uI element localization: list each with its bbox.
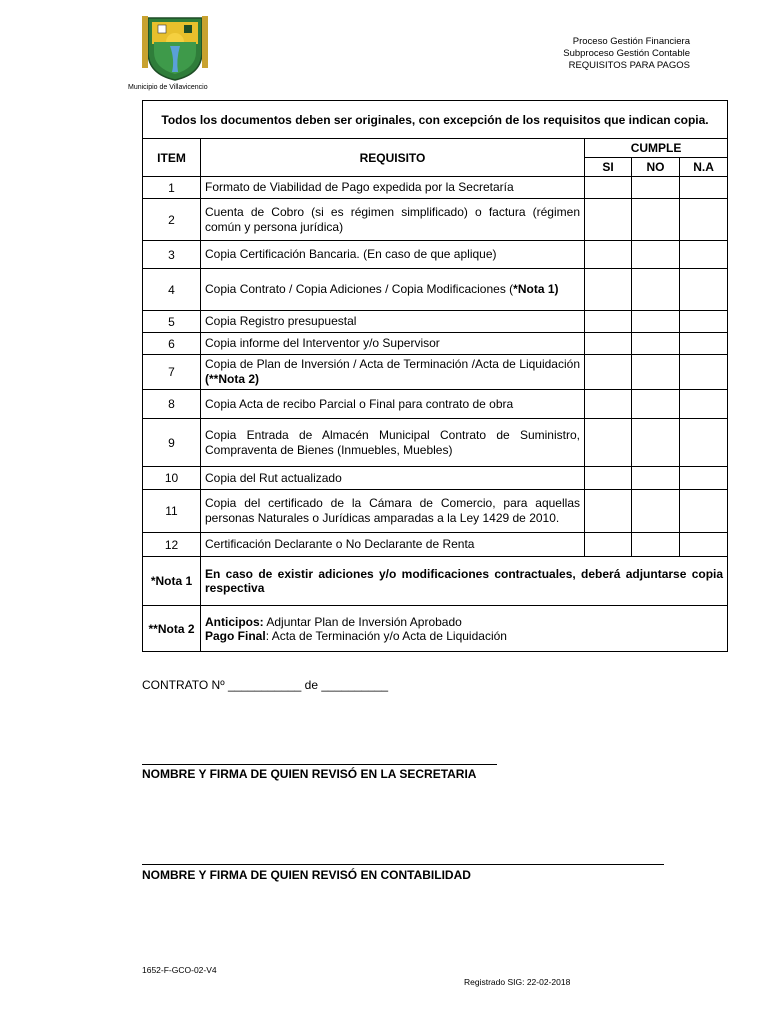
signature-label-contabilidad: NOMBRE Y FIRMA DE QUIEN REVISÓ EN CONTABILIDAD (142, 868, 471, 882)
form-code: 1652-F-GCO-02-V4 (142, 965, 217, 975)
table-row (143, 311, 728, 333)
check-na[interactable] (680, 419, 728, 467)
signature-line-contabilidad[interactable] (142, 864, 664, 865)
table-row (143, 533, 728, 557)
check-si[interactable] (585, 533, 632, 557)
anticipos-text: Adjuntar Plan de Inversión Aprobado (263, 614, 462, 629)
check-si[interactable] (585, 419, 632, 467)
signature-label-secretaria: NOMBRE Y FIRMA DE QUIEN REVISÓ EN LA SECRETARIA (142, 767, 477, 781)
pago-final-text: : Acta de Terminación y/o Acta de Liquidación (265, 628, 507, 643)
row-requisito: Copia Certificación Bancaria. (En caso de que aplique) (201, 241, 585, 269)
logo-caption: Municipio de Villavicencio (128, 84, 208, 91)
row-requisito-text: Copia Contrato / Copia Adiciones / Copia Modificaciones ( (205, 282, 514, 296)
check-si[interactable] (585, 333, 632, 355)
check-na[interactable] (680, 533, 728, 557)
row-item: 11 (143, 490, 201, 533)
table-row (143, 269, 728, 311)
col-no-header: NO (632, 158, 680, 177)
subproceso-label: Subproceso Gestión Contable (563, 48, 690, 59)
nota1-reference: *Nota 1) (513, 282, 559, 296)
check-si[interactable] (585, 199, 632, 241)
nota2-reference: (**Nota 2) (205, 372, 260, 386)
row-item: 9 (143, 419, 201, 467)
municipal-coat-of-arms-icon (140, 12, 210, 82)
nota2-row (143, 606, 728, 652)
check-na[interactable] (680, 355, 728, 390)
row-item: 8 (143, 390, 201, 419)
check-no[interactable] (632, 355, 680, 390)
table-row (143, 467, 728, 490)
row-item: 5 (143, 311, 201, 333)
check-no[interactable] (632, 333, 680, 355)
table-row (143, 333, 728, 355)
col-si-header: SI (585, 158, 632, 177)
row-requisito: Copia informe del Interventor y/o Supervisor (201, 333, 585, 355)
nota1-text: En caso de existir adiciones y/o modificaciones contractuales, deberá adjuntarse copia respectiva (201, 557, 728, 606)
check-si[interactable] (585, 177, 632, 199)
row-requisito: Formato de Viabilidad de Pago expedida por la Secretaría (201, 177, 585, 199)
nota2-label: **Nota 2 (143, 606, 201, 652)
col-cumple-header: CUMPLE (585, 139, 728, 158)
proceso-label: Proceso Gestión Financiera (572, 36, 690, 47)
row-item: 12 (143, 533, 201, 557)
check-si[interactable] (585, 490, 632, 533)
table-row (143, 355, 728, 390)
check-si[interactable] (585, 241, 632, 269)
table-row (143, 419, 728, 467)
nota1-row (143, 557, 728, 606)
col-item-header: ITEM (143, 139, 201, 177)
check-no[interactable] (632, 419, 680, 467)
row-requisito (201, 269, 585, 311)
table-row (143, 177, 728, 199)
check-na[interactable] (680, 311, 728, 333)
row-requisito: Certificación Declarante o No Declarante de Renta (201, 533, 585, 557)
table-row (143, 199, 728, 241)
check-no[interactable] (632, 311, 680, 333)
row-item: 4 (143, 269, 201, 311)
check-no[interactable] (632, 199, 680, 241)
contrato-field[interactable]: CONTRATO Nº ___________ de __________ (142, 678, 389, 692)
check-na[interactable] (680, 467, 728, 490)
check-no[interactable] (632, 467, 680, 490)
table-banner: Todos los documentos deben ser originales, con excepción de los requisitos que indican copia. (143, 101, 728, 139)
check-no[interactable] (632, 269, 680, 311)
check-na[interactable] (680, 241, 728, 269)
row-item: 2 (143, 199, 201, 241)
row-requisito: Copia del Rut actualizado (201, 467, 585, 490)
check-no[interactable] (632, 390, 680, 419)
document-title: REQUISITOS PARA PAGOS (568, 60, 690, 71)
registration-date: Registrado SIG: 22-02-2018 (464, 977, 571, 987)
check-si[interactable] (585, 355, 632, 390)
check-no[interactable] (632, 490, 680, 533)
table-row (143, 490, 728, 533)
row-requisito: Copia del certificado de la Cámara de Comercio, para aquellas personas Naturales o Jurídicas amparadas a la Ley 1429 de 2010. (201, 490, 585, 533)
check-si[interactable] (585, 390, 632, 419)
row-item: 1 (143, 177, 201, 199)
check-na[interactable] (680, 333, 728, 355)
check-si[interactable] (585, 467, 632, 490)
row-requisito: Copia Entrada de Almacén Municipal Contrato de Suministro, Compraventa de Bienes (Inmuebles, Muebles) (201, 419, 585, 467)
check-si[interactable] (585, 269, 632, 311)
row-item: 6 (143, 333, 201, 355)
row-requisito (201, 355, 585, 390)
row-item: 10 (143, 467, 201, 490)
document-header (563, 36, 690, 72)
requirements-table (142, 100, 728, 652)
row-requisito-text: Copia de Plan de Inversión / Acta de Terminación /Acta de Liquidación (205, 357, 580, 371)
col-na-header: N.A (680, 158, 728, 177)
check-na[interactable] (680, 269, 728, 311)
row-requisito: Copia Acta de recibo Parcial o Final para contrato de obra (201, 390, 585, 419)
nota1-label: *Nota 1 (143, 557, 201, 606)
nota2-text (201, 606, 728, 652)
row-item: 3 (143, 241, 201, 269)
row-item: 7 (143, 355, 201, 390)
check-na[interactable] (680, 199, 728, 241)
check-no[interactable] (632, 533, 680, 557)
check-na[interactable] (680, 390, 728, 419)
pago-final-label: Pago Final (205, 628, 266, 643)
table-row (143, 241, 728, 269)
table-row (143, 390, 728, 419)
check-no[interactable] (632, 177, 680, 199)
anticipos-label: Anticipos: (205, 614, 264, 629)
row-requisito: Cuenta de Cobro (si es régimen simplificado) o factura (régimen común y persona jurídica) (201, 199, 585, 241)
signature-line-secretaria[interactable] (142, 764, 497, 765)
row-requisito: Copia Registro presupuestal (201, 311, 585, 333)
check-na[interactable] (680, 490, 728, 533)
col-requisito-header: REQUISITO (201, 139, 585, 177)
check-si[interactable] (585, 311, 632, 333)
check-na[interactable] (680, 177, 728, 199)
check-no[interactable] (632, 241, 680, 269)
